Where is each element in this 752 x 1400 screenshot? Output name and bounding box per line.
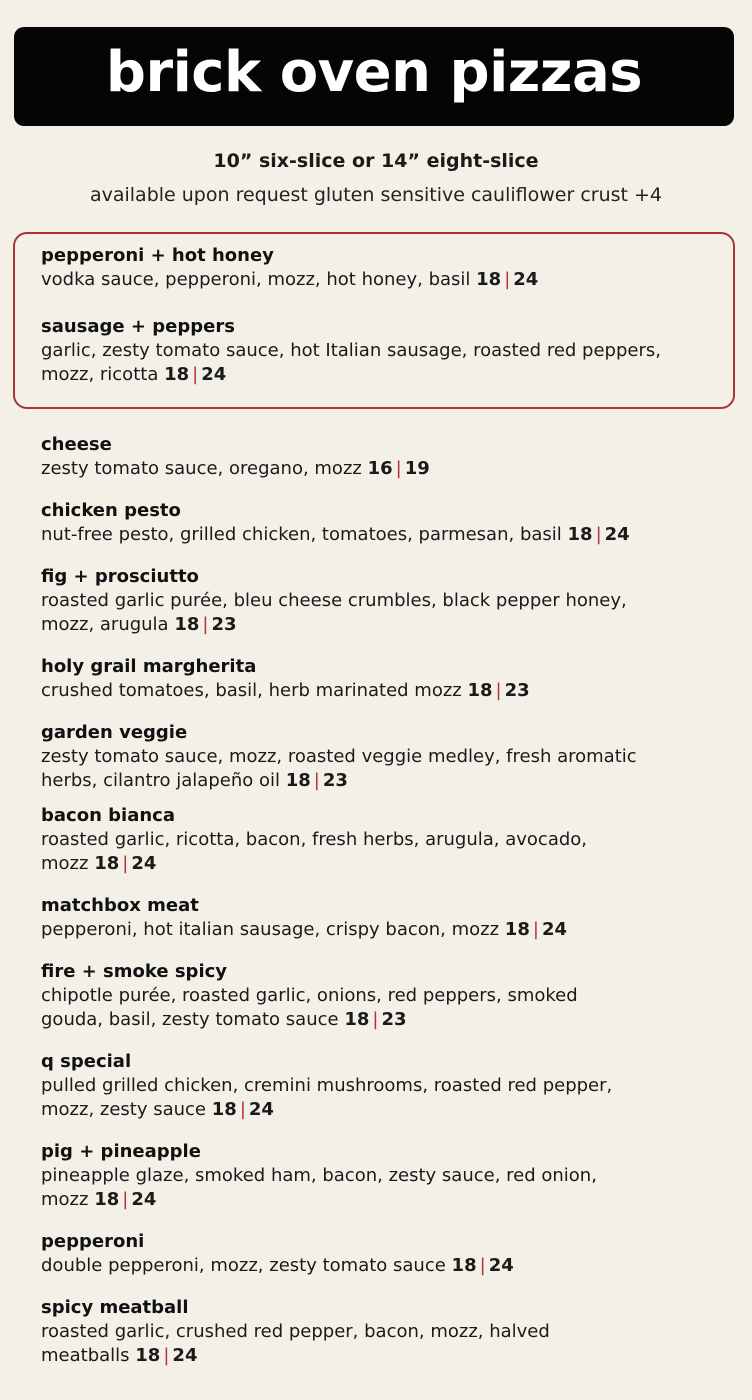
menu-item <box>41 433 731 481</box>
item-description: chipotle purée, roasted garlic, onions, red peppers, smoked <box>41 985 578 1006</box>
price-large: 24 <box>488 1255 514 1276</box>
price-large: 24 <box>131 853 157 874</box>
item-name: matchbox meat <box>41 895 199 916</box>
menu-item <box>41 1050 731 1122</box>
item-name: pepperoni + hot honey <box>41 245 274 266</box>
price-small: 18 <box>504 919 530 940</box>
price-small: 18 <box>285 770 311 791</box>
price-large: 24 <box>248 1099 274 1120</box>
item-name: pepperoni <box>41 1231 145 1252</box>
item-description: zesty tomato sauce, oregano, mozz 16 | 19 <box>41 458 430 479</box>
menu-item <box>41 804 731 876</box>
price-large: 24 <box>513 269 539 290</box>
item-name: holy grail margherita <box>41 656 257 677</box>
price-small: 18 <box>467 680 493 701</box>
price-large: 24 <box>131 1189 157 1210</box>
item-description: herbs, cilantro jalapeño oil 18 | 23 <box>41 770 348 791</box>
price-small: 18 <box>567 524 593 545</box>
price-separator: | <box>202 614 209 635</box>
item-name: cheese <box>41 434 112 455</box>
item-description: mozz 18 | 24 <box>41 1189 157 1210</box>
price-small: 18 <box>94 853 120 874</box>
price-small: 18 <box>135 1345 161 1366</box>
price-small: 18 <box>344 1009 370 1030</box>
price-separator: | <box>495 680 502 701</box>
item-name: bacon bianca <box>41 805 175 826</box>
price-separator: | <box>313 770 320 791</box>
item-name: spicy meatball <box>41 1297 189 1318</box>
price-small: 18 <box>476 269 502 290</box>
item-description: pineapple glaze, smoked ham, bacon, zesty sauce, red onion, <box>41 1165 597 1186</box>
price-separator: | <box>372 1009 379 1030</box>
menu-item <box>41 499 731 547</box>
header-banner <box>14 27 734 126</box>
price-separator: | <box>395 458 402 479</box>
price-separator: | <box>595 524 602 545</box>
price-separator: | <box>239 1099 246 1120</box>
price-large: 23 <box>504 680 530 701</box>
price-large: 23 <box>381 1009 407 1030</box>
price-large: 24 <box>541 919 567 940</box>
price-large: 24 <box>604 524 630 545</box>
item-name: fig + prosciutto <box>41 566 199 587</box>
item-description: garlic, zesty tomato sauce, hot Italian sausage, roasted red peppers, <box>41 340 661 361</box>
menu-item <box>41 1296 731 1368</box>
item-name: chicken pesto <box>41 500 181 521</box>
price-small: 18 <box>451 1255 477 1276</box>
price-separator: | <box>163 1345 170 1366</box>
item-description: zesty tomato sauce, mozz, roasted veggie medley, fresh aromatic <box>41 746 637 767</box>
price-small: 18 <box>211 1099 237 1120</box>
item-description: mozz, arugula 18 | 23 <box>41 614 237 635</box>
item-description: nut-free pesto, grilled chicken, tomatoes, parmesan, basil 18 | 24 <box>41 524 630 545</box>
menu-item <box>41 565 731 637</box>
price-small: 18 <box>94 1189 120 1210</box>
item-name: garden veggie <box>41 722 188 743</box>
price-large: 23 <box>211 614 237 635</box>
price-separator: | <box>192 364 199 385</box>
page-title: brick oven pizzas <box>105 39 643 105</box>
item-description: vodka sauce, pepperoni, mozz, hot honey, basil 18 | 24 <box>41 269 539 290</box>
menu-item <box>41 244 731 292</box>
menu-item <box>41 1230 731 1278</box>
menu-item <box>41 1140 731 1212</box>
price-separator: | <box>122 853 129 874</box>
item-description: mozz, zesty sauce 18 | 24 <box>41 1099 274 1120</box>
item-description: pulled grilled chicken, cremini mushrooms, roasted red pepper, <box>41 1075 613 1096</box>
menu-item <box>41 655 731 703</box>
size-options: 10” six-slice or 14” eight-slice <box>213 150 539 172</box>
menu-item <box>41 315 731 387</box>
price-large: 24 <box>172 1345 198 1366</box>
menu-item <box>41 721 731 793</box>
item-description: mozz 18 | 24 <box>41 853 157 874</box>
item-description: roasted garlic, ricotta, bacon, fresh herbs, arugula, avocado, <box>41 829 588 850</box>
price-small: 18 <box>174 614 200 635</box>
item-description: double pepperoni, mozz, zesty tomato sauce 18 | 24 <box>41 1255 514 1276</box>
price-small: 16 <box>367 458 393 479</box>
item-description: gouda, basil, zesty tomato sauce 18 | 23 <box>41 1009 407 1030</box>
item-name: fire + smoke spicy <box>41 961 228 982</box>
price-separator: | <box>122 1189 129 1210</box>
price-separator: | <box>479 1255 486 1276</box>
item-description: roasted garlic, crushed red pepper, bacon, mozz, halved <box>41 1321 550 1342</box>
crust-note: available upon request gluten sensitive cauliflower crust +4 <box>89 184 663 206</box>
item-description: roasted garlic purée, bleu cheese crumbles, black pepper honey, <box>41 590 627 611</box>
price-large: 24 <box>201 364 227 385</box>
price-large: 19 <box>404 458 430 479</box>
price-small: 18 <box>164 364 190 385</box>
item-description: crushed tomatoes, basil, herb marinated mozz 18 | 23 <box>41 680 530 701</box>
price-separator: | <box>532 919 539 940</box>
item-name: q special <box>41 1051 132 1072</box>
menu-item <box>41 960 731 1032</box>
item-name: pig + pineapple <box>41 1141 201 1162</box>
item-name: sausage + peppers <box>41 316 235 337</box>
price-large: 23 <box>322 770 348 791</box>
item-description: meatballs 18 | 24 <box>41 1345 198 1366</box>
price-separator: | <box>504 269 511 290</box>
item-description: pepperoni, hot italian sausage, crispy bacon, mozz 18 | 24 <box>41 919 567 940</box>
item-description: mozz, ricotta 18 | 24 <box>41 364 227 385</box>
menu-item <box>41 894 731 942</box>
